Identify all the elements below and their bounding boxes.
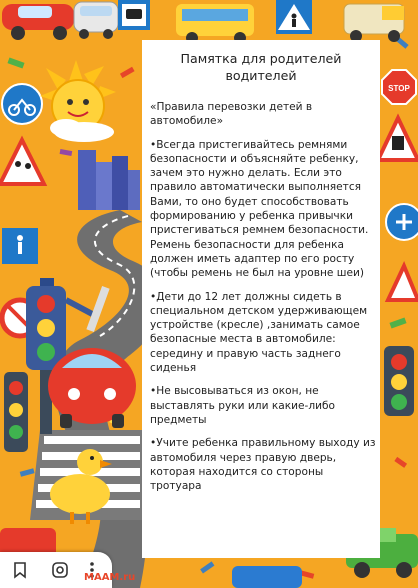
document-body xyxy=(150,100,378,502)
document-title: Памятка для родителей водителей xyxy=(180,51,342,83)
stop-sign xyxy=(382,70,416,104)
paragraph-windows: •Не высовываться из окон, не выставлять руки или какие-либо предметы xyxy=(150,385,336,426)
stop-sign-text: STOP xyxy=(388,84,410,93)
pedestrian-crossing-sign xyxy=(276,0,312,34)
bus-stop-sign xyxy=(118,0,150,30)
pedestrian-sign-left xyxy=(2,228,38,264)
bookmark-button[interactable] xyxy=(8,558,32,582)
bottom-center-vehicle xyxy=(232,566,302,588)
paragraph-seatbelts: •Всегда пристегивайтесь ремнями безопасности и объясняйте ребенку, зачем это нужно делать. Если это правило автоматически выполняется Вами, то оно будет способствовать формированию у ребенка привычки пристегиваться ремнем безопасности. Ремень безопасности для ребенка должен иметь адаптер по его росту (чтобы ремень не был на уровне шеи) xyxy=(150,138,369,280)
blue-round-sign xyxy=(386,204,418,240)
lens-search-button[interactable] xyxy=(48,558,72,582)
bookmark-icon xyxy=(12,561,28,579)
lens-search-icon xyxy=(51,561,69,579)
brand-watermark: MAAM.ru xyxy=(84,572,136,583)
traffic-light-left xyxy=(4,372,28,452)
red-car-illustration xyxy=(48,348,136,428)
paragraph-heading: «Правила перевозки детей в автомобиле» xyxy=(150,101,313,128)
paragraph-exit: •Учите ребенка правильному выходу из автомобиля через правую дверь, которая находится со стороны тротуара xyxy=(150,437,376,493)
traffic-light-right xyxy=(384,346,414,416)
paragraph-child-seat: •Дети до 12 лет должны сидеть в специальном детском удерживающем устройстве (кресле) ,занимать самое безопасные места в автомобиле: середину и правую часть заднего сиденья xyxy=(150,290,368,375)
bicycle-sign xyxy=(2,84,42,124)
